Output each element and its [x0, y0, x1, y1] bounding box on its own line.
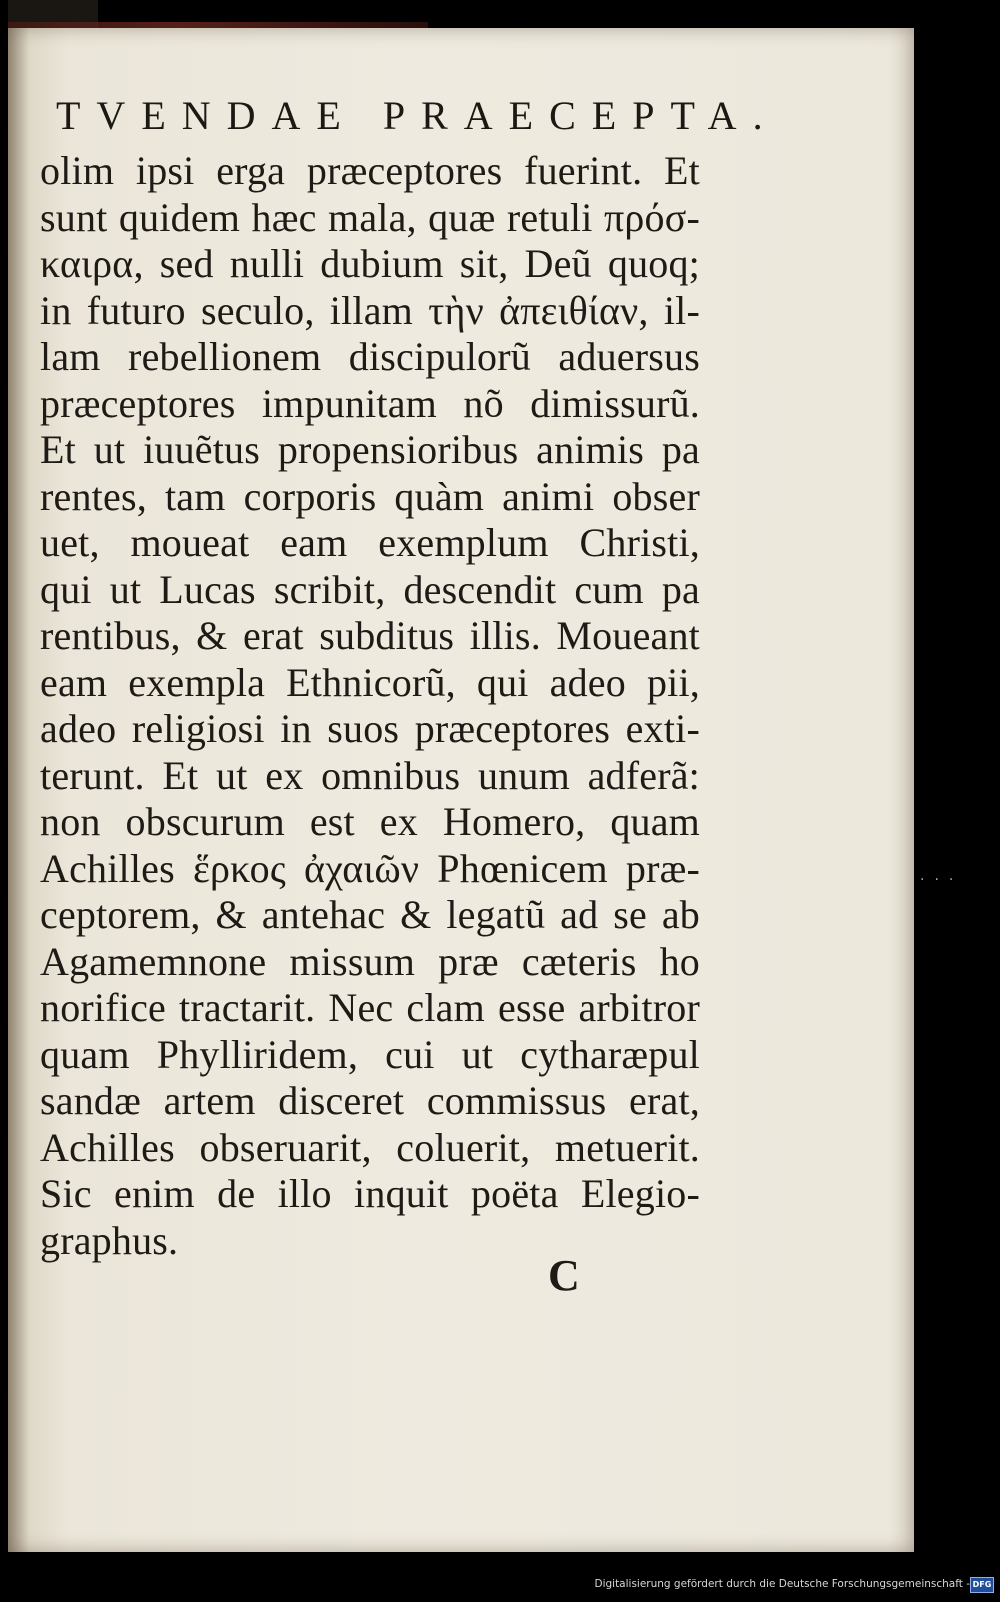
text-line: rentibus, & erat subditus illis. Moueant	[40, 613, 700, 658]
text-line: norifice tractarit. Nec clam esse arbitror	[40, 985, 700, 1030]
running-head: TVENDAE PRAECEPTA.	[56, 93, 779, 138]
text-line: non obscurum est ex Homero, quam	[40, 799, 700, 844]
text-line: adeo religiosi in suos præceptores exti-	[40, 706, 700, 751]
text-line: olim ipsi erga præceptores fuerint. Et	[40, 148, 700, 193]
text-line: uet, moueat eam exemplum Christi,	[40, 520, 700, 565]
text-line: in futuro seculo, illam τὴν ἀπειθίαν, il-	[40, 287, 700, 333]
scan-edge-dots: ···	[920, 872, 964, 888]
text-line: qui ut Lucas scribit, descendit cum pa	[40, 566, 700, 612]
text-line: ceptorem, & antehac & legatũ ad se ab	[40, 892, 700, 937]
text-line: eam exempla Ethnicorũ, qui adeo pii,	[40, 659, 700, 705]
text-line: lam rebellionem discipulorũ aduersus	[40, 334, 700, 379]
text-line: graphus.	[40, 1217, 179, 1263]
text-line: sunt quidem hæc mala, quæ retuli πρόσ-	[40, 194, 700, 240]
body-text	[40, 148, 700, 1264]
text-line: terunt. Et ut ex omnibus unum adferã:	[40, 752, 700, 798]
text-line: Agamemnone missum præ cæteris ho	[40, 938, 700, 984]
text-line: Achilles obseruarit, coluerit, metuerit.	[40, 1124, 700, 1170]
dfg-logo-icon: DFG	[970, 1577, 994, 1593]
text-line: sandæ artem disceret commissus erat,	[40, 1078, 700, 1123]
text-line: præceptores impunitam nõ dimissurũ.	[40, 380, 700, 426]
text-line: rentes, tam corporis quàm animi obser	[40, 473, 700, 519]
text-line: quam Phylliridem, cui ut cytharæpul	[40, 1031, 700, 1077]
text-line: Achilles ἕρκος ἀχαιῶν Phœnicem præ-	[40, 845, 700, 891]
text-line: καιρα, sed nulli dubium sit, Deũ quoq;	[40, 241, 700, 286]
signature-mark: C	[548, 1251, 580, 1300]
text-line: Sic enim de illo inquit poëta Elegio-	[40, 1171, 700, 1216]
footer-credit: Digitalisierung gefördert durch die Deutsche Forschungsgemeinschaft -	[594, 1578, 970, 1590]
text-line: Et ut iuuẽtus propensioribus animis pa	[40, 427, 700, 472]
